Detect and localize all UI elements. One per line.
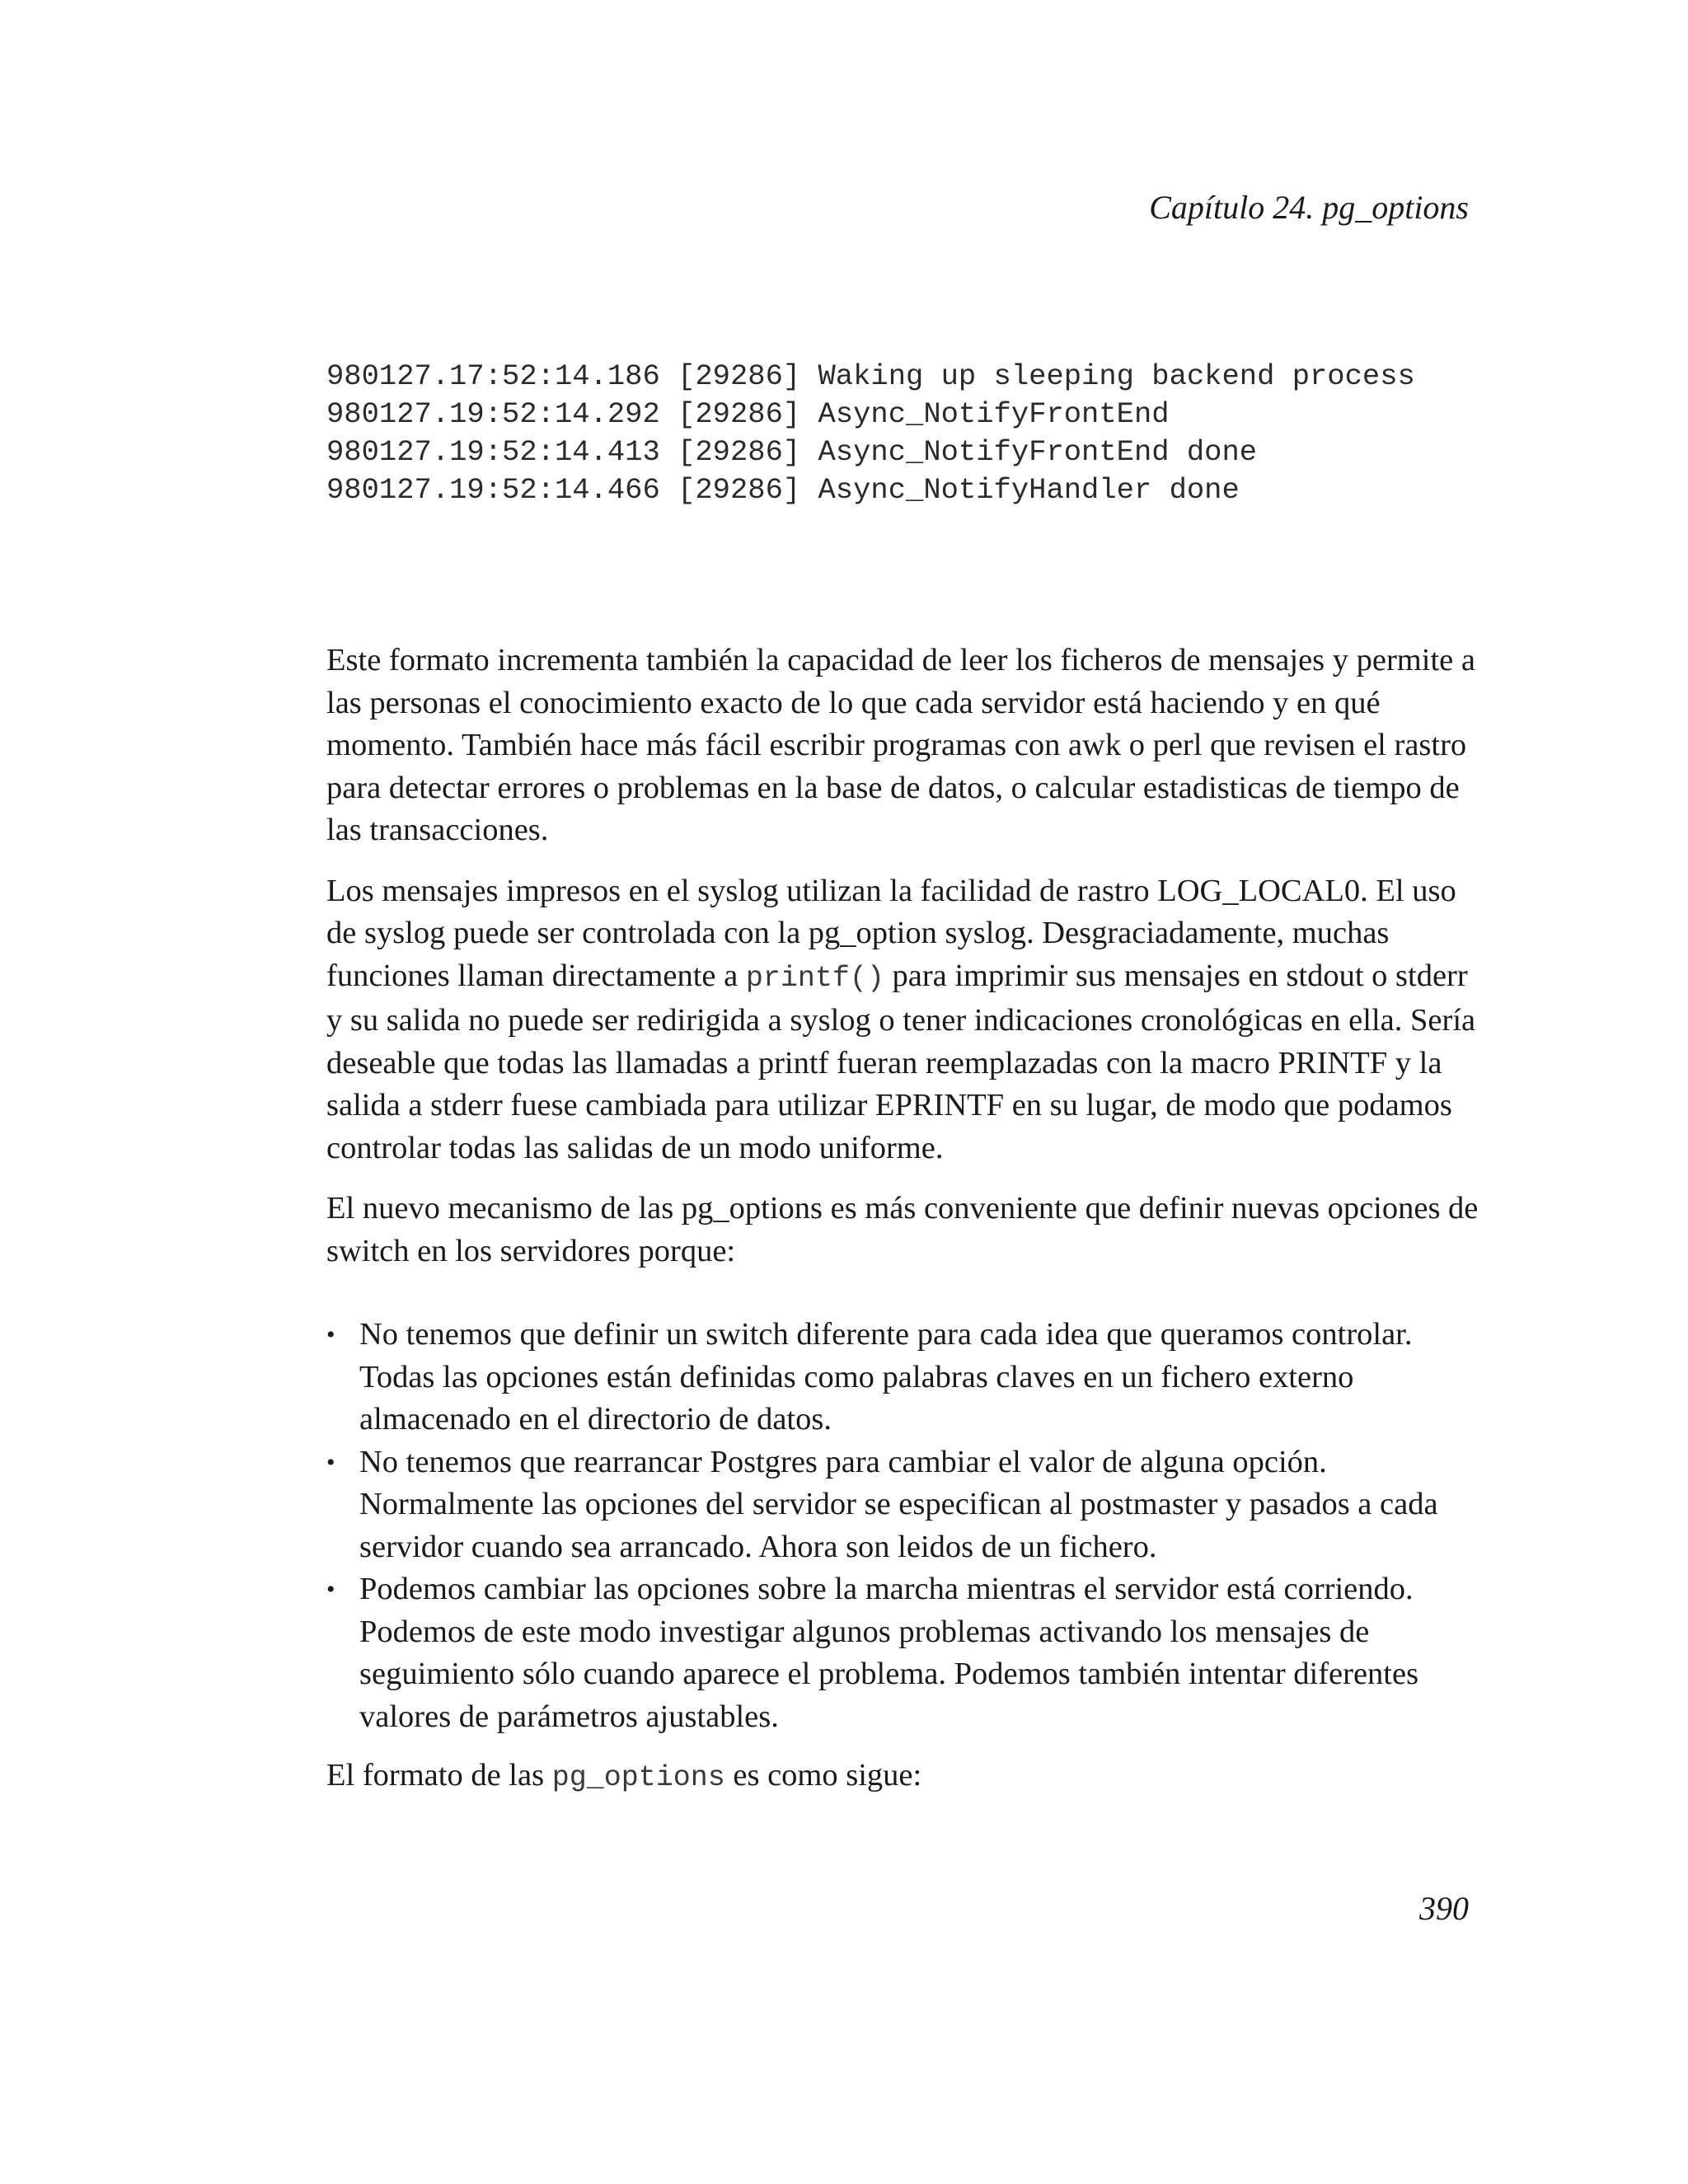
list-item-text: Podemos cambiar las opciones sobre la marcha mientras el servidor está corriendo. Podemos de este modo investigar algunos problemas activando los mensajes de seguimiento sólo cuando aparece el problema. Podemos también intentar diferentes valores de parámetros ajustables. — [359, 1572, 1419, 1734]
paragraph-format-intro-text-1: El formato de las — [326, 1758, 552, 1793]
code-line: 980127.19:52:14.466 [29286] Async_NotifyHandler done — [326, 473, 1240, 507]
page-number: 390 — [1419, 1890, 1469, 1927]
body-text — [326, 640, 1480, 1818]
inline-code-pg-options: pg_options — [551, 1761, 725, 1794]
code-line: 980127.19:52:14.413 [29286] Async_NotifyFrontEnd done — [326, 435, 1258, 469]
bullet-icon: • — [326, 1576, 335, 1603]
paragraph-syslog-text-2: para imprimir sus mensajes en stdout o stderr y su salida no puede ser redirigida a syslog o tener indicaciones cronológicas en ella. Sería deseable que todas las llamadas a printf fueran reemplazadas con la macro PRINTF y la salida a stderr fuese cambiada para utilizar EPRINTF en su lugar, de modo que podamos controlar todas las salidas de un modo uniforme. — [326, 958, 1476, 1165]
list-item-text: No tenemos que rearrancar Postgres para cambiar el valor de alguna opción. Normalmente las opciones del servidor se especifican al postmaster y pasados a cada servidor cuando sea arrancado. Ahora son leidos de un fichero. — [359, 1444, 1438, 1564]
paragraph-mechanism: El nuevo mecanismo de las pg_options es más conveniente que definir nuevas opciones de switch en los servidores porque: — [326, 1191, 1479, 1268]
list-item — [326, 1441, 1480, 1569]
paragraph-format-intro — [326, 1755, 1480, 1800]
list-item — [326, 1568, 1480, 1738]
code-line: 980127.17:52:14.186 [29286] Waking up sleeping backend process — [326, 359, 1415, 393]
advantages-list — [326, 1314, 1480, 1738]
list-item — [326, 1314, 1480, 1441]
paragraph-syslog-text-1: Los mensajes impresos en el syslog utilizan la facilidad de rastro LOG_LOCAL0. El uso de syslog puede ser controlada con la pg_option syslog. Desgraciadamente, muchas funciones llaman directamente a — [326, 873, 1456, 993]
inline-code-printf: printf() — [745, 961, 884, 995]
paragraph-syslog — [326, 870, 1480, 1170]
code-line: 980127.19:52:14.292 [29286] Async_NotifyFrontEnd — [326, 397, 1170, 431]
bullet-icon: • — [326, 1448, 335, 1476]
bullet-icon: • — [326, 1321, 335, 1348]
running-header: Capítulo 24. pg_options — [1149, 189, 1469, 226]
list-item-text: No tenemos que definir un switch diferente para cada idea que queramos controlar. Todas las opciones están definidas como palabras claves en un fichero externo almacenado en el directorio de datos. — [359, 1317, 1413, 1436]
paragraph-format: Este formato incrementa también la capacidad de leer los ficheros de mensajes y permite a las personas el conocimiento exacto de lo que cada servidor está haciendo y en qué momento. También hace más fácil escribir programas con awk o perl que revisen el rastro para detectar errores o problemas en la base de datos, o calcular estadisticas de tiempo de las transacciones. — [326, 643, 1475, 847]
paragraph-format-intro-text-2: es como sigue: — [724, 1758, 922, 1793]
log-code-block — [326, 358, 1415, 509]
